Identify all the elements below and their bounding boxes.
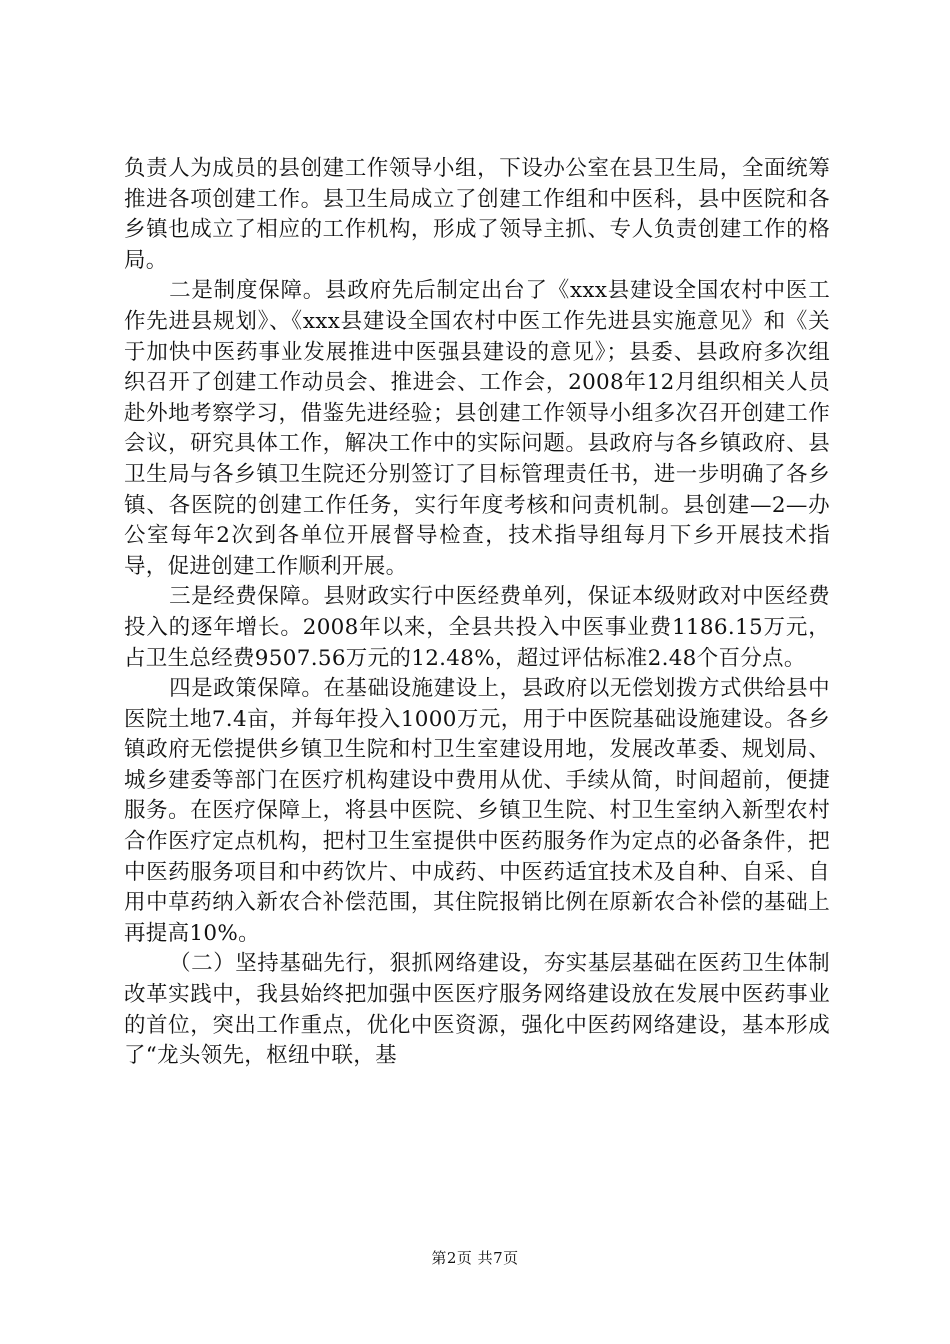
paragraph-system-guarantee: 二是制度保障。县政府先后制定出台了《xxx县建设全国农村中医工作先进县规划》、《xxx县建设全国农村中医工作先进县实施意见》和《关于加快中医药事业发展推进中医强县建设的意见》；县委、县政府多次组织召开了创建工作动员会、推进会、工作会，2008年12月组织相关人员赴外地考察学习，借鉴先进经验；县创建工作领导小组多次召开创建工作会议，研究具体工作，解决工作中的实际问题。县政府与各乡镇政府、县卫生局与各乡镇卫生院还分别签订了目标管理责任书，进一步明确了各乡镇、各医院的创建工作任务，实行年度考核和问责机制。县创建—2—办公室每年2次到各单位开展督导检查，技术指导组每月下乡开展技术指导，促进创建工作顺利开展。 [124,278,830,579]
paragraph-network-building: （二）坚持基础先行，狠抓网络建设，夯实基层基础在医药卫生体制改革实践中，我县始终把加强中医医疗服务网络建设放在发展中医药事业的首位，突出工作重点，优化中医资源，强化中医药网络建设，基本形成了“龙头领先，枢纽中联，基 [124,951,830,1069]
paragraph-leading-group: 负责人为成员的县创建工作领导小组，下设办公室在县卫生局，全面统筹推进各项创建工作。县卫生局成立了创建工作组和中医科，县中医院和各乡镇也成立了相应的工作机构，形成了领导主抓、专人负责创建工作的格局。 [124,156,830,273]
paragraph-policy-guarantee: 四是政策保障。在基础设施建设上，县政府以无偿划拨方式供给县中医院土地7.4亩，并每年投入1000万元，用于中医院基础设施建设。各乡镇政府无偿提供乡镇卫生院和村卫生室建设用地，发展改革委、规划局、城乡建委等部门在医疗机构建设中费用从优、手续从简，时间超前，便捷服务。在医疗保障上，将县中医院、乡镇卫生院、村卫生室纳入新型农村合作医疗定点机构，把村卫生室提供中医药服务作为定点的必备条件，把中医药服务项目和中药饮片、中成药、中医药适宜技术及自种、自采、自用中草药纳入新农合补偿范围，其住院报销比例在原新农合补偿的基础上再提高10%。 [124,676,830,946]
document-body [124,154,830,1072]
paragraph-funding-guarantee: 三是经费保障。县财政实行中医经费单列，保证本级财政对中医经费投入的逐年增长。2008年以来，全县共投入中医事业费1186.15万元，占卫生总经费9507.56万元的12.48%，超过评估标准2.48个百分点。 [124,584,830,671]
page-footer: 第2页 共7页 [431,1249,519,1267]
